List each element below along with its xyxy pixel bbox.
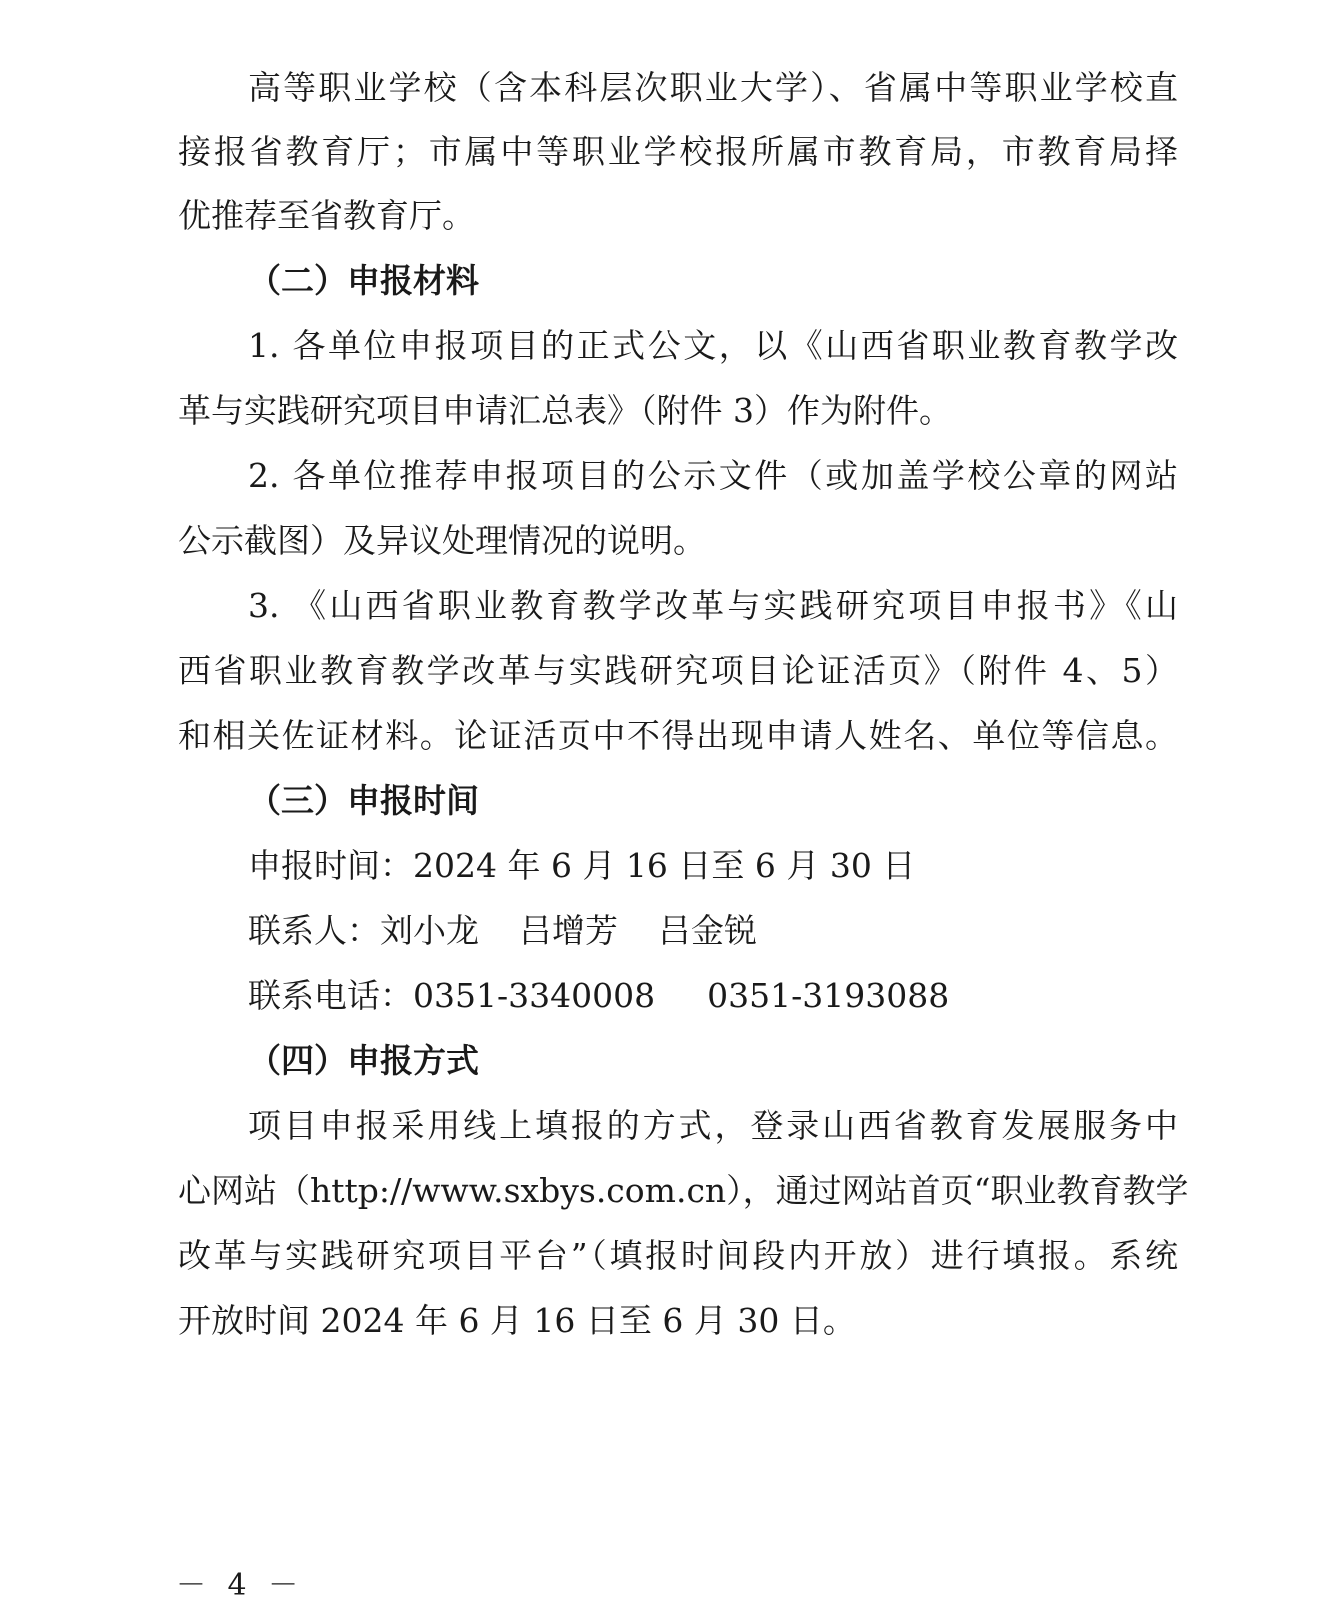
contact-name: 吕增芳	[519, 911, 618, 950]
body-line: 西省职业教育教学改革与实践研究项目论证活页》（附件 4、5）	[178, 651, 1178, 690]
body-line: 公示截图）及异议处理情况的说明。	[178, 521, 706, 560]
body-line: 和相关佐证材料。论证活页中不得出现申请人姓名、单位等信息。	[178, 716, 1178, 755]
body-line: 1. 各单位申报项目的正式公文，以《山西省职业教育教学改	[248, 326, 1178, 365]
section-heading-method: （四）申报方式	[248, 1041, 479, 1080]
page-number: － 4 －	[176, 1568, 305, 1603]
phone-label: 联系电话：	[248, 976, 413, 1015]
section-heading-materials: （二）申报材料	[248, 261, 479, 300]
body-line: 优推荐至省教育厅。	[178, 196, 475, 235]
body-line: 心网站（http://www.sxbys.com.cn），通过网站首页“职业教育教学	[178, 1171, 1189, 1210]
contact-phones	[248, 971, 1178, 1021]
body-line: 改革与实践研究项目平台”（填报时间段内开放）进行填报。系统	[178, 1236, 1178, 1275]
section-heading-time: （三）申报时间	[248, 781, 479, 820]
phone-number: 0351-3340008	[413, 976, 656, 1015]
body-line: 项目申报采用线上填报的方式，登录山西省教育发展服务中	[248, 1106, 1178, 1145]
phone-number: 0351-3193088	[707, 976, 950, 1015]
contact-name: 吕金锐	[658, 911, 757, 950]
contact-persons	[248, 906, 1178, 956]
body-line: 开放时间 2024 年 6 月 16 日至 6 月 30 日。	[178, 1301, 856, 1340]
body-line: 革与实践研究项目申请汇总表》（附件 3）作为附件。	[178, 391, 952, 430]
body-line: 接报省教育厅；市属中等职业学校报所属市教育局，市教育局择	[178, 132, 1178, 171]
body-line: 2. 各单位推荐申报项目的公示文件（或加盖学校公章的网站	[248, 456, 1178, 495]
body-line: 3. 《山西省职业教育教学改革与实践研究项目申报书》《山	[248, 586, 1178, 625]
contact-name: 刘小龙	[380, 911, 479, 950]
contacts-label: 联系人：	[248, 911, 380, 950]
application-time: 申报时间：2024 年 6 月 16 日至 6 月 30 日	[248, 846, 916, 885]
body-line: 高等职业学校（含本科层次职业大学）、省属中等职业学校直	[248, 68, 1178, 107]
